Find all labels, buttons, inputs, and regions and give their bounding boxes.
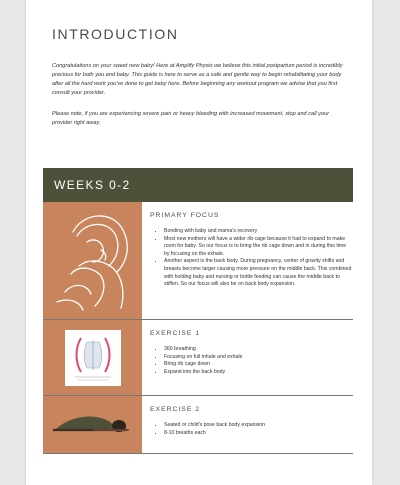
list-item: • 360 breathing — [164, 346, 353, 354]
exercise-1-list — [150, 346, 353, 376]
exercise-2-image-panel — [43, 396, 142, 454]
exercise-1-row — [43, 320, 353, 396]
document-page — [26, 0, 372, 485]
mother-and-baby-line-art-icon — [43, 202, 142, 320]
list-item: • Bring rib cage down — [164, 361, 353, 369]
intro-text — [52, 62, 348, 140]
exercise-1-image-panel — [43, 320, 142, 396]
rib-cage-diagram-icon — [65, 330, 121, 386]
weeks-heading: WEEKS 0-2 — [54, 178, 131, 192]
primary-focus-title: PRIMARY FOCUS — [150, 212, 220, 219]
page-title: INTRODUCTION — [52, 26, 179, 42]
list-item: • Another aspect is the back body. During pregnancy, center of gravity shifts and breasts become larger causing more pressure on the middle back. This combined with holding baby and nursing or bottle feeding can cause the middle back to stiffen. So our focus will also be on back body expansion. — [164, 258, 353, 288]
primary-focus-list — [150, 228, 353, 289]
exercise-2-list — [150, 422, 353, 437]
list-item: • Expand into the back body — [164, 369, 353, 377]
primary-focus-content — [150, 202, 353, 289]
list-item: • Focusing on full inhale and exhale — [164, 354, 353, 362]
exercise-2-title: EXERCISE 2 — [150, 406, 201, 413]
list-item: • Bonding with baby and mama's recovery — [164, 228, 353, 236]
exercise-1-title: EXERCISE 1 — [150, 330, 201, 337]
list-item: • Seated or child's pose back body expansion — [164, 422, 353, 430]
list-item: • 8-10 breaths each — [164, 430, 353, 438]
primary-focus-image-panel — [43, 202, 142, 320]
section-divider — [43, 453, 353, 454]
intro-paragraph-1: Congratulations on your sweet new baby! Here at Amplify Physio we believe this initial postpartum period is incredibly precious for both you and baby. This guide is here to serve as a safe and gentle way to begin rehabilitating your body after all the hard work you've done to get baby here. Before beginning any workout program we advise that you first consult your provider. — [52, 63, 343, 96]
primary-focus-row — [43, 202, 353, 320]
weeks-heading-bar — [43, 168, 353, 202]
childs-pose-figure-icon — [43, 396, 142, 454]
list-item: • Most new mothers will have a wider rib cage because it had to expand to make room for baby. So our focus is to bring the rib cage down and in during this time by focusing on the exhale. — [164, 236, 353, 259]
exercise-2-row — [43, 396, 353, 454]
intro-paragraph-2: Please note, if you are experiencing severe pain or heavy bleeding with increased movement, stop and call your provider right away. — [52, 111, 330, 126]
exercise-2-content — [150, 396, 353, 437]
rib-cage-diagram-image — [65, 330, 121, 386]
exercise-1-content — [150, 320, 353, 376]
